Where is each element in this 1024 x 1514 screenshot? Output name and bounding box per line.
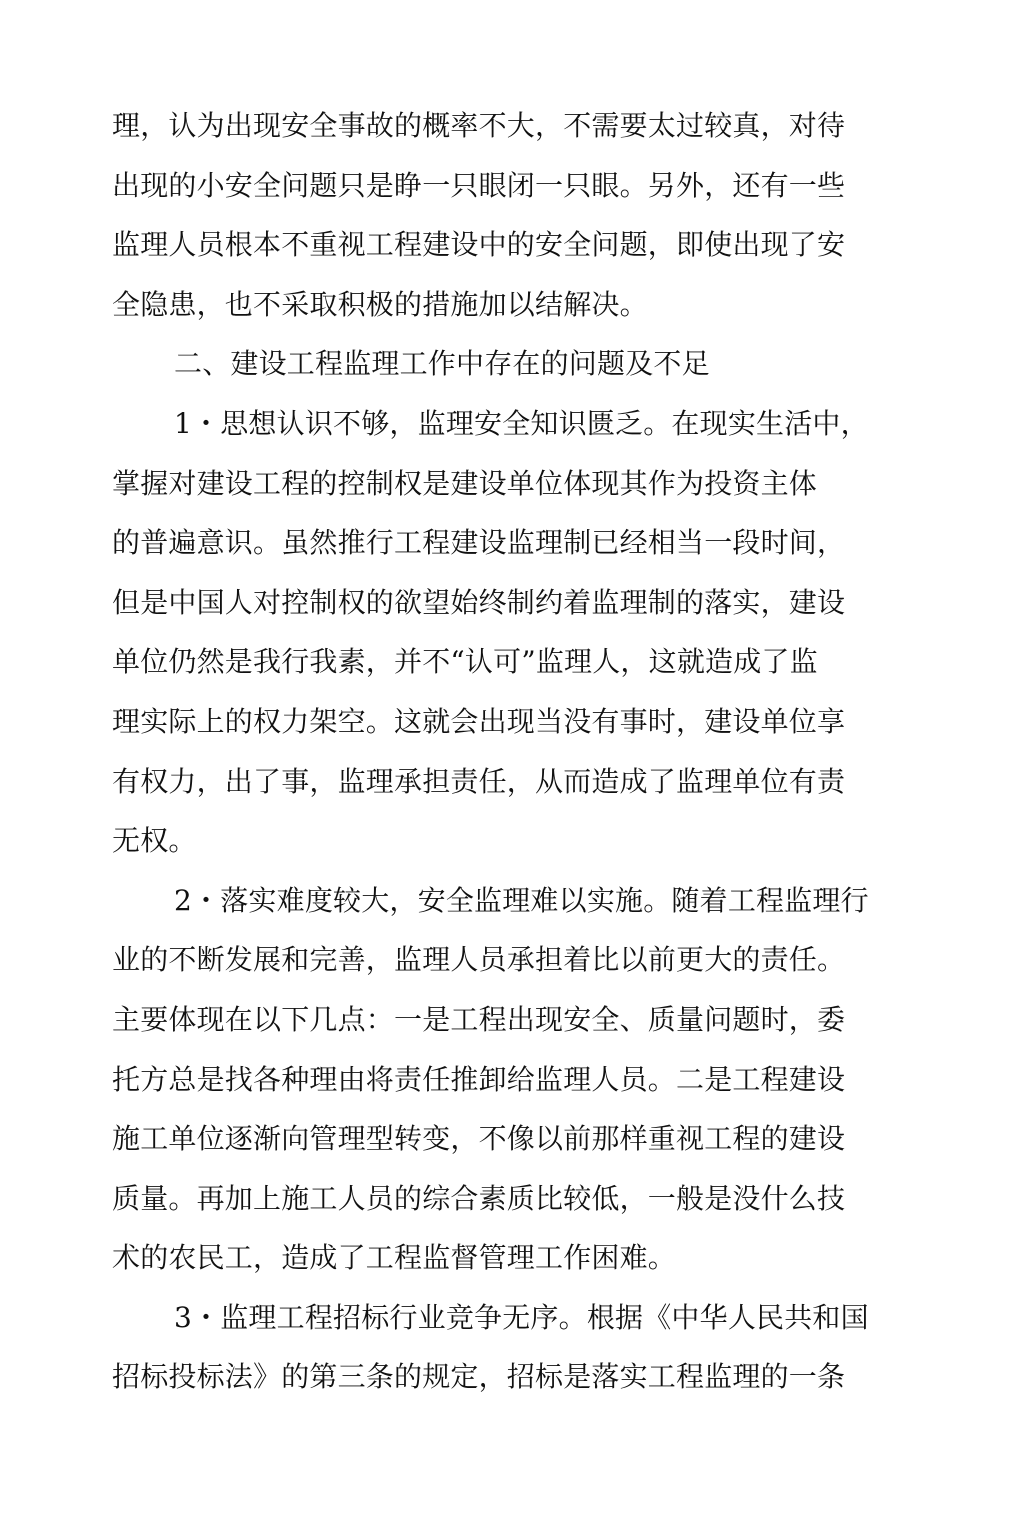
text-line: 的普遍意识。虽然推行工程建设监理制已经相当一段时间， [112,526,846,560]
text-line: 无权。 [112,824,197,858]
section-heading: 二、建设工程监理工作中存在的问题及不足 [174,347,710,381]
text-line: 掌握对建设工程的控制权是建设单位体现其作为投资主体 [112,466,818,500]
paragraph-start-2: 2・落实难度较大，安全监理难以实施。随着工程监理行 [174,883,869,917]
text-line: 质量。再加上施工人员的综合素质比较低，一般是没什么技 [112,1181,846,1215]
paragraph-start-3: 3・监理工程招标行业竞争无序。根据《中华人民共和国 [174,1300,869,1334]
text-line: 招标投标法》的第三条的规定，招标是落实工程监理的一条 [112,1360,846,1394]
text-line: 业的不断发展和完善，监理人员承担着比以前更大的责任。 [112,943,846,977]
text-line: 有权力，出了事，监理承担责任，从而造成了监理单位有责 [112,764,846,798]
text-line: 出现的小安全问题只是睁一只眼闭一只眼。另外，还有一些 [112,168,846,202]
text-line: 但是中国人对控制权的欲望始终制约着监理制的落实，建设 [112,585,846,619]
text-line: 理实际上的权力架空。这就会出现当没有事时，建设单位享 [112,704,846,738]
text-line: 全隐患，也不采取积极的措施加以结解决。 [112,287,648,321]
text-line: 单位仍然是我行我素，并不“认可”监理人，这就造成了监 [112,645,818,679]
paragraph-start-1: 1・思想认识不够，监理安全知识匮乏。在现实生活中， [174,406,869,440]
document-body [112,96,912,1407]
text-line: 主要体现在以下几点：一是工程出现安全、质量问题时，委 [112,1002,846,1036]
text-line: 理，认为出现安全事故的概率不大，不需要太过较真，对待 [112,109,846,142]
text-line: 术的农民工，造成了工程监督管理工作困难。 [112,1241,677,1275]
text-line: 施工单位逐渐向管理型转变，不像以前那样重视工程的建设 [112,1122,846,1156]
text-line: 托方总是找各种理由将责任推卸给监理人员。二是工程建设 [112,1062,846,1096]
text-line: 监理人员根本不重视工程建设中的安全问题，即使出现了安 [112,228,846,262]
